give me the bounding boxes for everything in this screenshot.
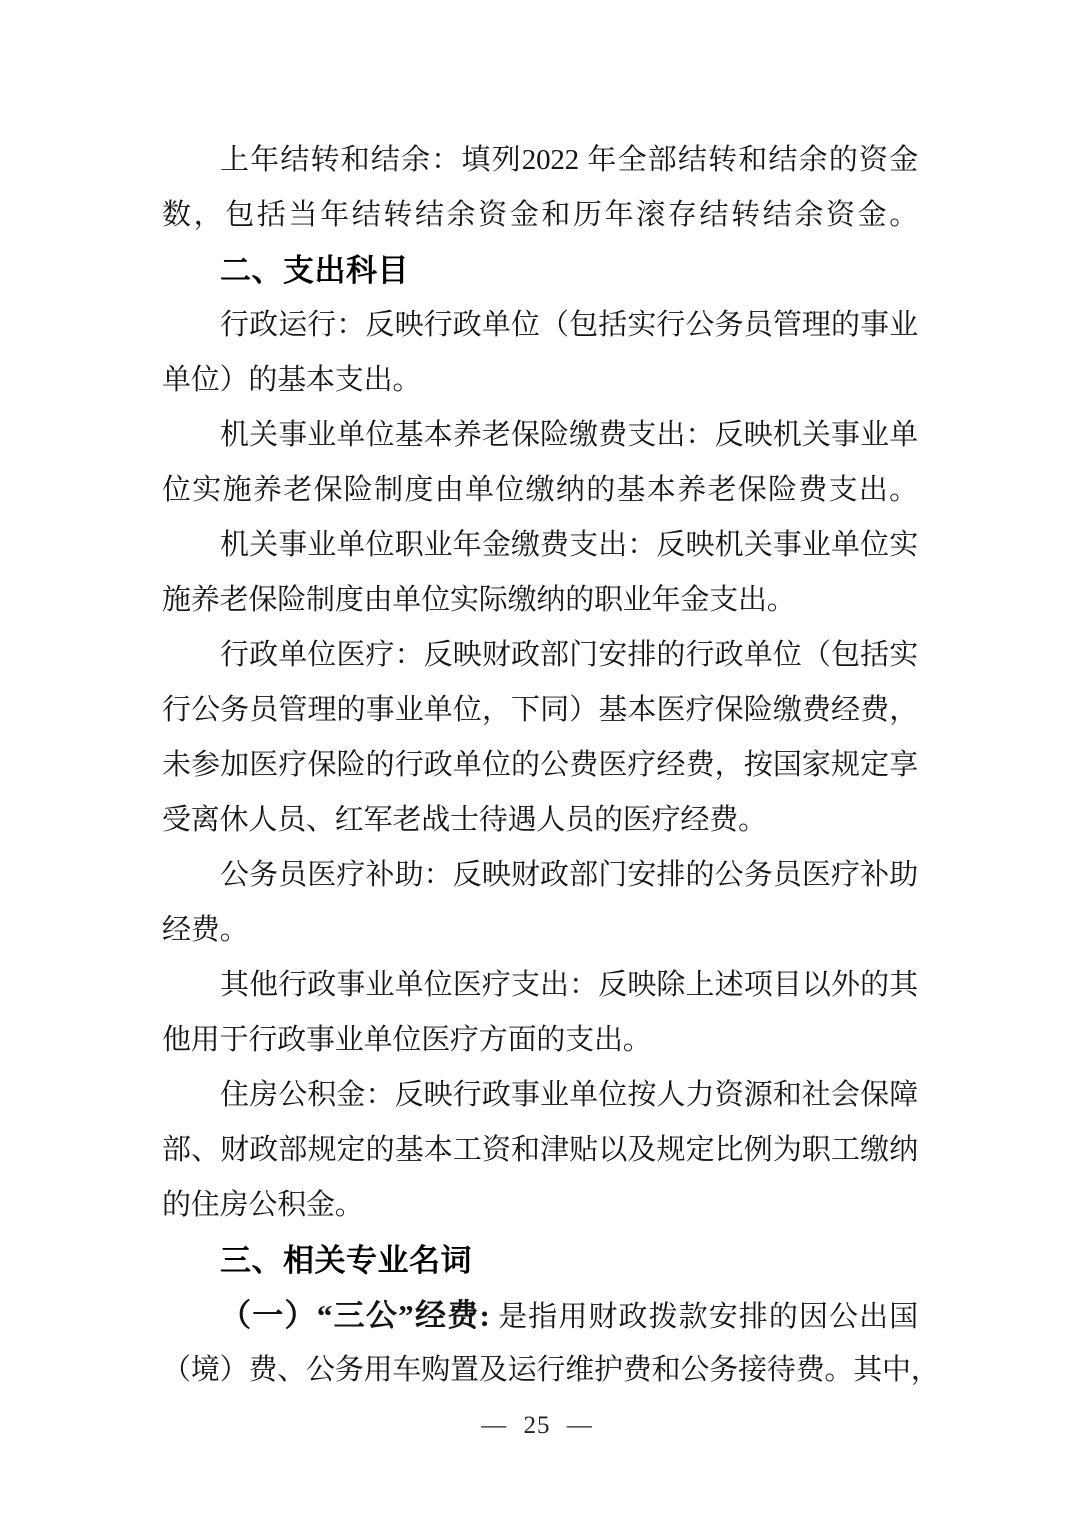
text-line: 行公务员管理的事业单位，下同）基本医疗保险缴费经费， — [162, 694, 918, 726]
text-line: 住房公积金：反映行政事业单位按人力资源和社会保障 — [220, 1079, 918, 1111]
section-heading-expenditure: 二、支出科目 — [220, 253, 409, 288]
text-line: 上年结转和结余：填列2022 年全部结转和结余的资金 — [220, 144, 918, 176]
text-line: 机关事业单位基本养老保险缴费支出：反映机关事业单 — [220, 419, 918, 451]
text-line: 经费。 — [162, 914, 249, 946]
paragraph — [162, 408, 918, 518]
paragraph — [162, 518, 918, 628]
text-line: 的住房公积金。 — [162, 1189, 364, 1221]
text-line — [162, 1288, 918, 1343]
paragraph — [162, 298, 918, 408]
text-line: 公务员医疗补助：反映财政部门安排的公务员医疗补助 — [220, 859, 918, 891]
text-line: 行政单位医疗：反映财政部门安排的行政单位（包括实 — [220, 639, 918, 671]
paragraph — [162, 848, 918, 958]
page-number: — 25 — — [481, 1412, 593, 1439]
text-line: 他用于行政事业单位医疗方面的支出。 — [162, 1024, 652, 1056]
text-line: 部、财政部规定的基本工资和津贴以及规定比例为职工缴纳 — [162, 1134, 918, 1166]
text-line: 受离休人员、红军老战士待遇人员的医疗经费。 — [162, 804, 767, 836]
paragraph — [162, 1288, 940, 1398]
term-definition: 是指用财政拨款安排的因公出国 — [489, 1301, 918, 1333]
paragraph — [162, 1068, 918, 1233]
term-lead: （一）“三公”经费: — [220, 1298, 490, 1333]
text-line: 位实施养老保险制度由单位缴纳的基本养老保险费支出。 — [162, 474, 918, 506]
section-heading-terms: 三、相关专业名词 — [220, 1243, 472, 1278]
text-line: 其他行政事业单位医疗支出：反映除上述项目以外的其 — [220, 969, 918, 1001]
text-line: 机关事业单位职业年金缴费支出：反映机关事业单位实 — [220, 529, 918, 561]
paragraph — [162, 628, 918, 848]
paragraph — [162, 958, 918, 1068]
text-line: 施养老保险制度由单位实际缴纳的职业年金支出。 — [162, 584, 796, 616]
paragraph — [162, 133, 918, 243]
text-line: 行政运行：反映行政单位（包括实行公务员管理的事业 — [220, 309, 918, 341]
text-line: 数，包括当年结转结余资金和历年滚存结转结余资金。 — [162, 199, 918, 231]
text-line: （境）费、公务用车购置及运行维护费和公务接待费。其中， — [162, 1354, 940, 1386]
text-line: 单位）的基本支出。 — [162, 364, 422, 396]
text-line: 未参加医疗保险的行政单位的公费医疗经费，按国家规定享 — [162, 749, 918, 781]
document-body — [162, 133, 940, 1398]
